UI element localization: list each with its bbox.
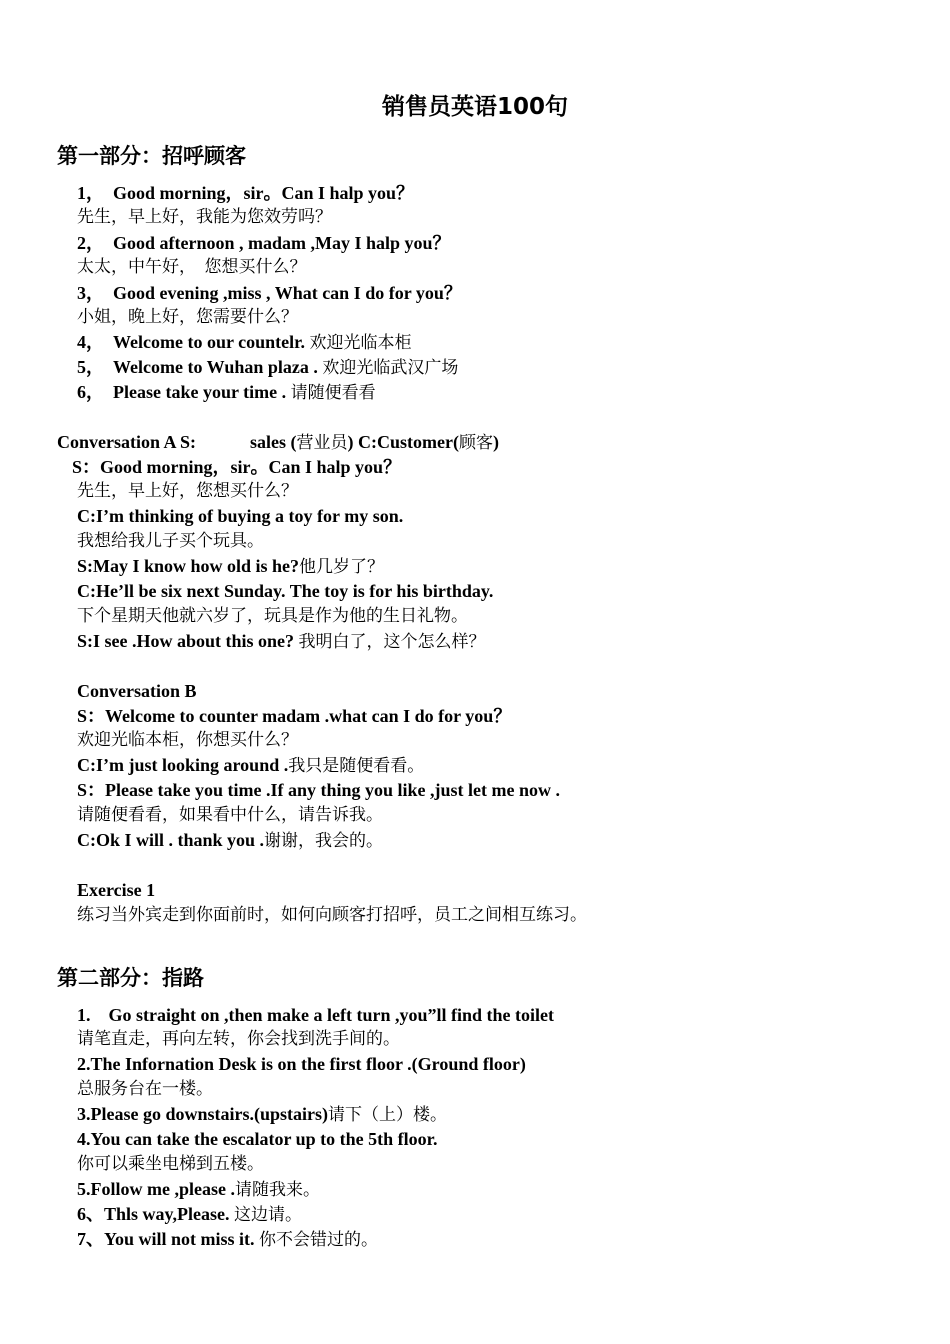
heading-part: ) C:Customer( xyxy=(347,432,459,452)
translation-line: 请笔直走，再向左转，你会找到洗手间的。 xyxy=(77,1029,400,1049)
phrase-text: 7、You will not miss it. xyxy=(77,1229,255,1249)
translation-line: 你可以乘坐电梯到五楼。 xyxy=(77,1154,264,1174)
phrase-line: 3， Good evening ,miss , What can I do for you？ xyxy=(77,283,462,303)
translation-line: 欢迎光临本柜，你想买什么？ xyxy=(77,730,298,750)
dialogue-line: S：Good morning，sir。Can I halp you？ xyxy=(72,457,402,477)
translation-line: 下个星期天他就六岁了，玩具是作为他的生日礼物。 xyxy=(77,606,468,626)
dialogue-translation: 他几岁了？ xyxy=(299,557,385,577)
exercise-text: 练习当外宾走到你面前时，如何向顾客打招呼，员工之间相互练习。 xyxy=(77,905,587,925)
phrase-line xyxy=(77,330,411,355)
conversation-a-heading xyxy=(57,430,499,455)
phrase-line: 2， Good afternoon , madam ,May I halp you？ xyxy=(77,233,451,253)
heading-part-zh: 营业员 xyxy=(296,433,348,453)
translation-line: 先生，早上好，我能为您效劳吗？ xyxy=(77,207,332,227)
dialogue-line xyxy=(77,629,486,654)
phrase-text: 4， Welcome to our countelr. xyxy=(77,332,305,352)
heading-part: ) xyxy=(492,432,499,452)
heading-part-zh: 顾客 xyxy=(458,433,493,453)
phrase-translation: 请下（上）楼。 xyxy=(328,1105,447,1125)
phrase-line: 4.You can take the escalator up to the 5th floor. xyxy=(77,1129,438,1149)
phrase-translation: 请随我来。 xyxy=(234,1180,320,1200)
phrase-text: 5， Welcome to Wuhan plaza . xyxy=(77,357,318,377)
translation-line: 先生，早上好，您想买什么？ xyxy=(77,481,298,501)
conversation-b-heading: Conversation B xyxy=(77,681,197,701)
phrase-line xyxy=(77,1202,302,1227)
phrase-text: 3.Please go downstairs.(upstairs) xyxy=(77,1104,328,1124)
dialogue-line: S：Welcome to counter madam .what can I do for you？ xyxy=(77,706,512,726)
dialogue-translation: 我明白了，这个怎么样？ xyxy=(298,632,486,652)
exercise-heading: Exercise 1 xyxy=(77,880,156,900)
translation-line: 请随便看看，如果看中什么，请告诉我。 xyxy=(77,805,383,825)
phrase-line: 1， Good morning，sir。Can I halp you？ xyxy=(77,183,415,203)
translation-line: 总服务台在一楼。 xyxy=(77,1079,213,1099)
translation-line: 小姐，晚上好，您需要什么？ xyxy=(77,307,298,327)
section-heading-directions: 第二部分：指路 xyxy=(57,966,204,990)
dialogue-text: C:I’m just looking around . xyxy=(77,755,289,775)
dialogue-text: S:I see .How about this one? xyxy=(77,631,295,651)
phrase-line xyxy=(77,1177,320,1202)
phrase-text: 6， Please take your time . xyxy=(77,382,287,402)
phrase-translation: 欢迎光临本柜 xyxy=(309,333,412,353)
dialogue-line: C:I’m thinking of buying a toy for my son. xyxy=(77,506,404,526)
phrase-line xyxy=(77,1227,378,1252)
heading-part: Conversation A S: sales ( xyxy=(57,432,297,452)
dialogue-text: C:Ok I will . thank you . xyxy=(77,830,265,850)
document-title: 销售员英语100句 xyxy=(381,94,568,120)
phrase-line xyxy=(77,1102,447,1127)
dialogue-line: C:He’ll be six next Sunday. The toy is for his birthday. xyxy=(77,581,494,601)
phrase-text: 5.Follow me ,please . xyxy=(77,1179,235,1199)
dialogue-translation: 谢谢，我会的。 xyxy=(264,831,384,851)
phrase-translation: 你不会错过的。 xyxy=(259,1230,379,1250)
phrase-translation: 请随便看看 xyxy=(290,383,376,403)
section-heading-greeting: 第一部分：招呼顾客 xyxy=(57,144,246,168)
dialogue-line xyxy=(77,554,384,579)
phrase-text: 6、Thls way,Please. xyxy=(77,1204,230,1224)
translation-line: 我想给我儿子买个玩具。 xyxy=(77,531,264,551)
dialogue-translation: 我只是随便看看。 xyxy=(288,756,425,776)
dialogue-line xyxy=(77,828,383,853)
phrase-translation: 这边请。 xyxy=(234,1205,303,1225)
dialogue-line xyxy=(77,753,424,778)
dialogue-line: S：Please take you time .If any thing you like ,just let me now . xyxy=(77,780,560,800)
phrase-line xyxy=(77,355,458,380)
phrase-line xyxy=(77,380,376,405)
phrase-translation: 欢迎光临武汉广场 xyxy=(322,358,459,378)
translation-line: 太太，中午好， 您想买什么？ xyxy=(77,257,307,277)
phrase-line: 1. Go straight on ,then make a left turn ,you”ll find the toilet xyxy=(77,1005,554,1025)
phrase-line: 2.The Infornation Desk is on the first floor .(Ground floor) xyxy=(77,1054,526,1074)
dialogue-text: S:May I know how old is he? xyxy=(77,556,300,576)
